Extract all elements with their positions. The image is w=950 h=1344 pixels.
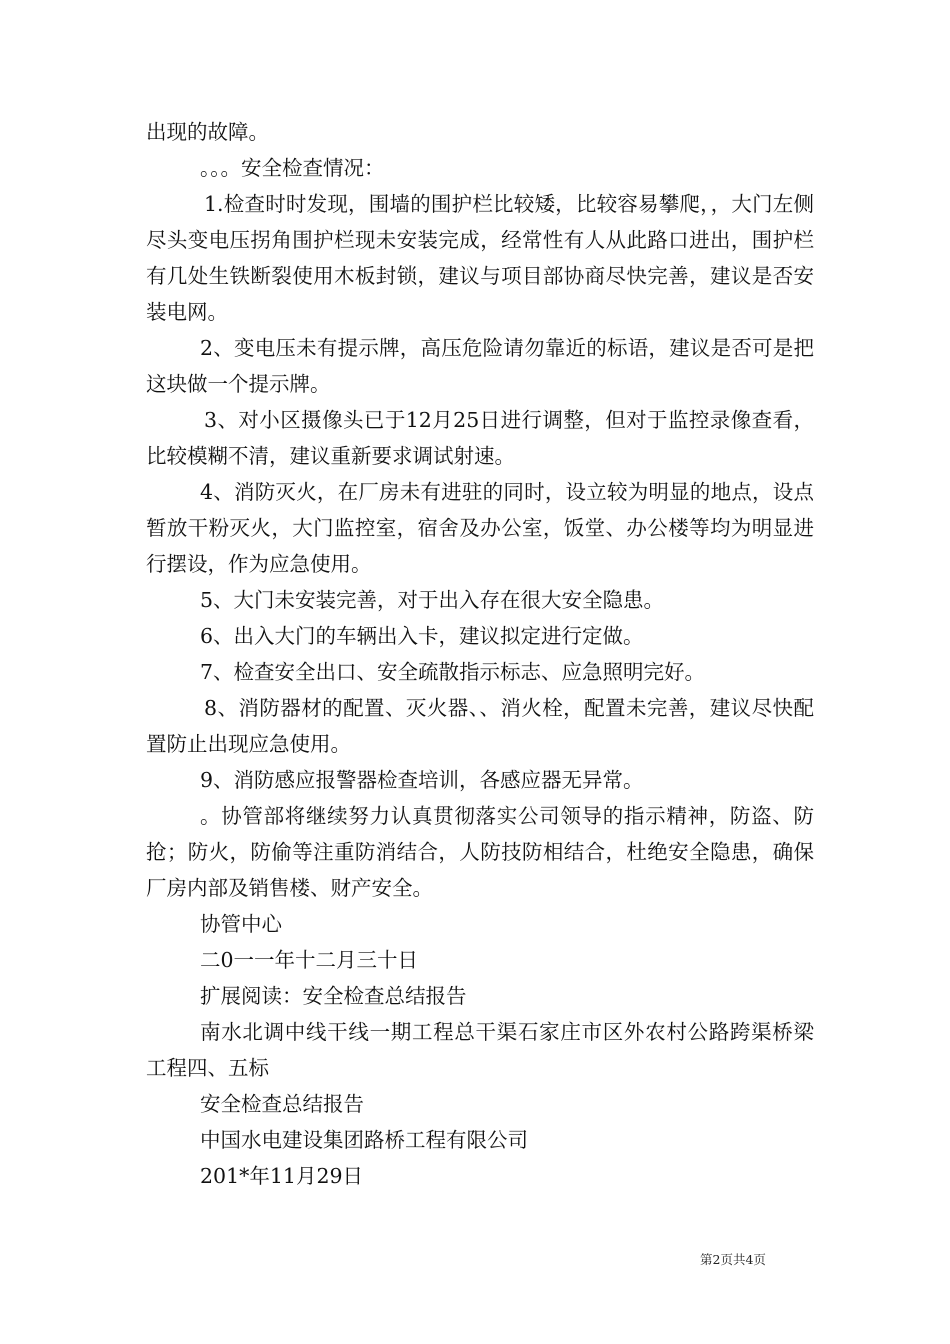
paragraph-11: 9、消防感应报警器检查培训，各感应器无异常。 bbox=[200, 768, 644, 792]
paragraph-1: 出现的故障。 bbox=[146, 120, 269, 144]
signature-department: 协管中心 bbox=[200, 912, 282, 936]
paragraph-3: 1.检查时时发现，围墙的围护栏比较矮，比较容易攀爬，，大门左侧尽头变电压拐角围护栏现未安装完成，经常性有人从此路口进出，围护栏有几处生铁断裂使用木板封锁，建议与项目部协商尽快完善，建议是否安装电网。 bbox=[146, 192, 814, 324]
paragraph-5: 3、对小区摄像头已于12月25日进行调整，但对于监控录像查看，比较模糊不清，建议重新要求调试射速。 bbox=[146, 408, 814, 468]
report-date: 201*年11月29日 bbox=[200, 1164, 364, 1188]
signature-date: 二0一一年十二月三十日 bbox=[200, 948, 419, 972]
paragraph-8: 6、出入大门的车辆出入卡，建议拟定进行定做。 bbox=[200, 624, 644, 648]
document-body bbox=[146, 114, 814, 1194]
company-name: 中国水电建设集团路桥工程有限公司 bbox=[200, 1128, 528, 1152]
report-title: 安全检查总结报告 bbox=[200, 1092, 364, 1116]
extended-reading-heading: 扩展阅读：安全检查总结报告 bbox=[200, 984, 467, 1008]
paragraph-12: 。协管部将继续努力认真贯彻落实公司领导的指示精神，防盗、防抢；防火，防偷等注重防消结合，人防技防相结合，杜绝安全隐患，确保厂房内部及销售楼、财产安全。 bbox=[146, 804, 814, 900]
paragraph-7: 5、大门未安装完善，对于出入存在很大安全隐患。 bbox=[200, 588, 665, 612]
paragraph-9: 7、检查安全出口、安全疏散指示标志、应急照明完好。 bbox=[200, 660, 706, 684]
page-number: 第2页共4页 bbox=[700, 1252, 766, 1267]
project-title: 南水北调中线干线一期工程总干渠石家庄市区外农村公路跨渠桥梁工程四、五标 bbox=[146, 1020, 814, 1080]
paragraph-2: 。。。安全检查情况： bbox=[200, 156, 385, 180]
paragraph-6: 4、消防灭火，在厂房未有进驻的同时，设立较为明显的地点，设点暂放干粉灭火，大门监控室，宿舍及办公室，饭堂、办公楼等均为明显进行摆设，作为应急使用。 bbox=[146, 480, 814, 576]
paragraph-4: 2、变电压未有提示牌，高压危险请勿靠近的标语，建议是否可是把这块做一个提示牌。 bbox=[146, 336, 814, 396]
paragraph-10: 8、消防器材的配置、灭火器、、消火栓，配置未完善，建议尽快配置防止出现应急使用。 bbox=[146, 696, 814, 756]
